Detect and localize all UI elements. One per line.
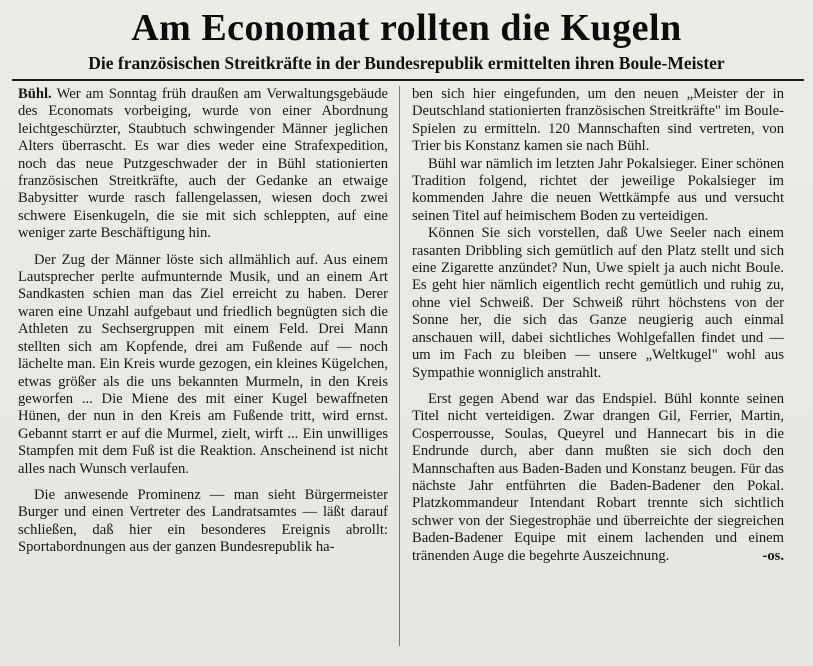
paragraph-3: Die anwesende Prominenz — man sieht Bürgermeister Burger und einen Vertreter des Landratsamtes — läßt darauf schließen, daß hier ein besonderes Ereignis abrollt: Sportabordnungen aus der ganzen Bundesrepublik ha- [18,486,388,556]
article-headline: Am Economat rollten die Kugeln [131,7,682,49]
left-column [18,86,388,557]
paragraph-1-text: Wer am Sonntag früh draußen am Verwaltungsgebäude des Economats vorbeiging, wurde von einer Abordnung leichtgeschürzter, Staubtuch schwingender Männer jeglichen Alters überrascht. Es war dies weder eine Strafexpedition, noch das neue Putzgeschwader der in Bühl stationierten französischen Streitkräfte, auch der Gedanke an etwaige Babysitter wurde rasch fallengelassen, wiesen doch zwei schwere Eisenkugeln, die sie mit sich schleppten, auf eine weniger zarte Beschäftigung hin. [18,86,389,242]
column-divider [399,86,400,646]
author-signature: -os. [762,547,784,564]
article-subheadline: Die französischen Streitkräfte in der Bundesrepublik ermittelten ihren Boule-Meister [88,53,725,73]
paragraph-4: ben sich hier eingefunden, um den neuen „Meister der in Deutschland stationierten französischen Streitkräfte" im Boule-Spielen zu ermitteln. 120 Mannschaften sind vertreten, von Trier bis Konstanz kamen sie nach Bühl. [412,86,784,155]
dateline: Bühl. [18,86,52,102]
headline-rule [12,79,804,81]
paragraph-1 [18,86,388,243]
right-column [412,86,784,565]
paragraph-5: Bühl war nämlich im letzten Jahr Pokalsieger. Einer schönen Tradition folgend, richtet der jeweilige Pokalsieger im kommenden Jahre die neuen Wettkämpfe aus und versucht seinen Titel auf heimischem Boden zu verteidigen. [412,155,784,224]
paragraph-7: Erst gegen Abend war das Endspiel. Bühl konnte seinen Titel nicht verteidigen. Zwar drangen Gil, Ferrier, Martin, Cosperrousse, Soulas, Queyrel und Hannecart bis in die Endrunde durch, aber dann mußten sie sich doch den Mannschaften aus Baden-Baden und Konstanz beugen. Für das nächste Jahr entführten die Baden-Badener den Pokal. Platzkommandeur Intendant Robart trennte sich sichtlich schwer von der Siegestrophäe und überreichte der siegreichen Baden-Badener Equipe mit einem lachenden und einem tränenden Auge die begehrte Auszeichnung. [412,390,784,564]
paragraph-2: Der Zug der Männer löste sich allmählich auf. Aus einem Lautsprecher perlte aufmunternde Musik, und an einem Art Sandkasten schien man das Ziel erreicht zu haben. Derer waren eine Unzahl aufgebaut und friedlich begnügten sich die Athleten zu Sechsergruppen mit einem Feld. Drei Mann stellten sich am Kopfende, drei am Fußende auf — noch lächelte man. Ein Kreis wurde gezogen, ein kleines Kügelchen, etwas größer als die uns bekannten Murmeln, in den Kreis geworfen ... Die Miene des mit einer Kugel bewaffneten Hünen, der nun in den Kreis am Fußende tritt, wird ernst. Gebannt starrt er auf die Murmel, zielt, wirft ... Ein unwilliges Stampfen mit dem Fuß ist die Reaktion. Anscheinend ist nicht alles nach Wunsch verlaufen. [18,251,388,477]
paragraph-6: Können Sie sich vorstellen, daß Uwe Seeler nach einem rasanten Dribbling sich gemütlich auf den Platz stellt und sich eine Zigarette anzündet? Nun, Uwe spielt ja auch nicht Boule. Es geht hier nämlich eigentlich recht gemütlich und ruhig zu, ohne viel Schweiß. Der Schweiß rührt höchstens von der Sonne her, die sich das Ganze neugierig auch einmal anschauen will, dabei sichtliches Wohlgefallen findet und — um im Fach zu bleiben — unsere „Weltkugel" wohl aus Sympathie wonniglich anstrahlt. [412,225,784,381]
